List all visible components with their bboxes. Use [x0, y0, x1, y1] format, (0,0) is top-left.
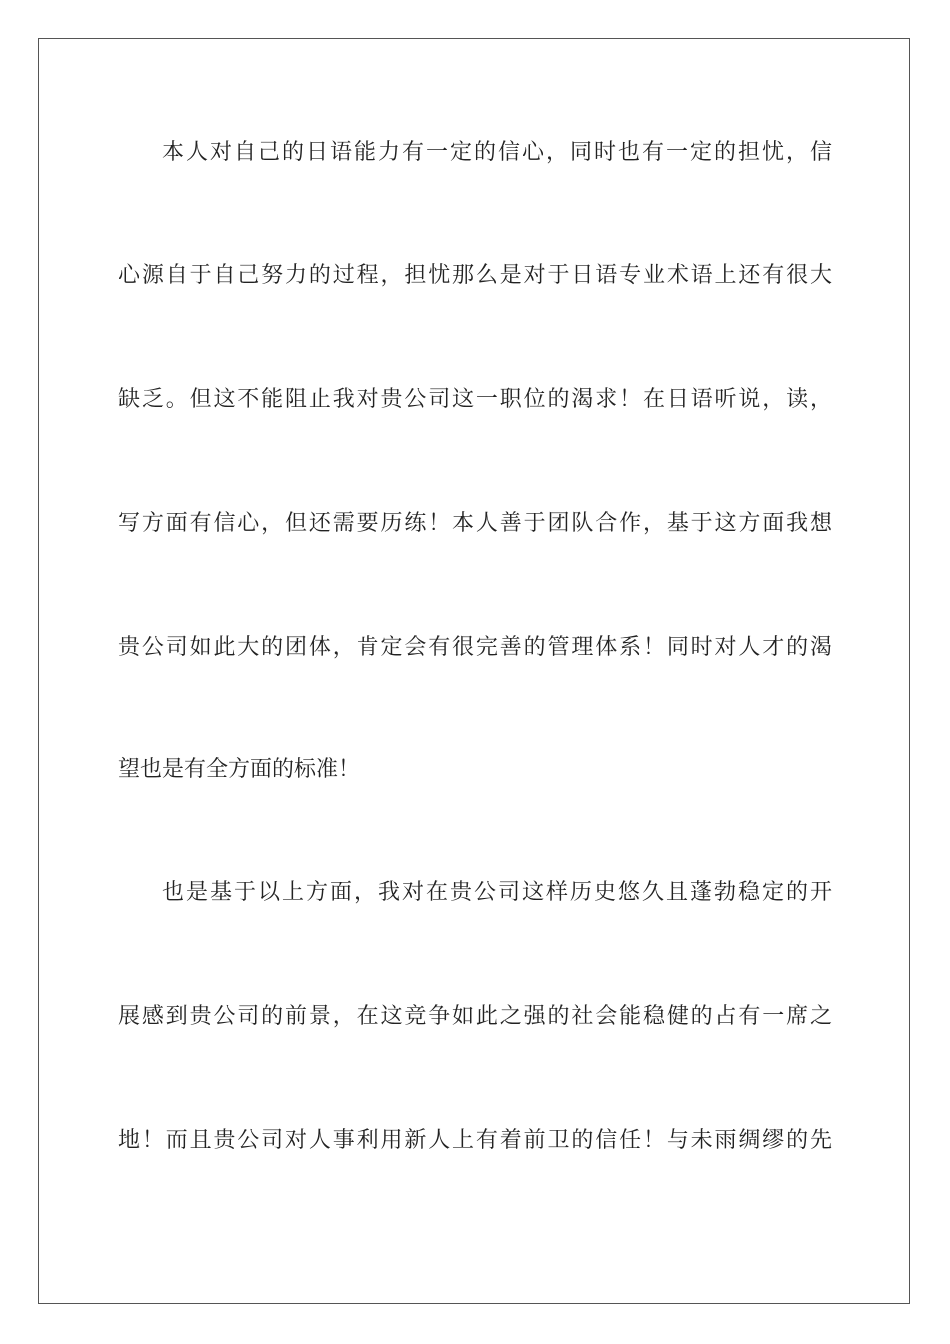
page-border: [38, 38, 910, 1304]
paragraph-1-line-5: 贵公司如此大的团体，肯定会有很完善的管理体系！同时对人才的渴: [118, 635, 832, 660]
paragraph-2-line-3: 地！而且贵公司对人事利用新人上有着前卫的信任！与未雨绸缪的先: [118, 1128, 832, 1153]
paragraph-1-line-2: 心源自于自己努力的过程，担忧那么是对于日语专业术语上还有很大: [118, 263, 832, 288]
paragraph-2-line-1: 也是基于以上方面，我对在贵公司这样历史悠久且蓬勃稳定的开: [162, 880, 832, 905]
paragraph-1-line-6: 望也是有全方面的标准！: [118, 757, 361, 782]
paragraph-1-line-3: 缺乏。但这不能阻止我对贵公司这一职位的渴求！在日语听说，读，: [118, 387, 832, 412]
paragraph-1-line-1: 本人对自己的日语能力有一定的信心，同时也有一定的担忧，信: [162, 140, 832, 165]
paragraph-2-line-2: 展感到贵公司的前景，在这竞争如此之强的社会能稳健的占有一席之: [118, 1004, 832, 1029]
paragraph-1-line-4: 写方面有信心，但还需要历练！本人善于团队合作，基于这方面我想: [118, 511, 832, 536]
